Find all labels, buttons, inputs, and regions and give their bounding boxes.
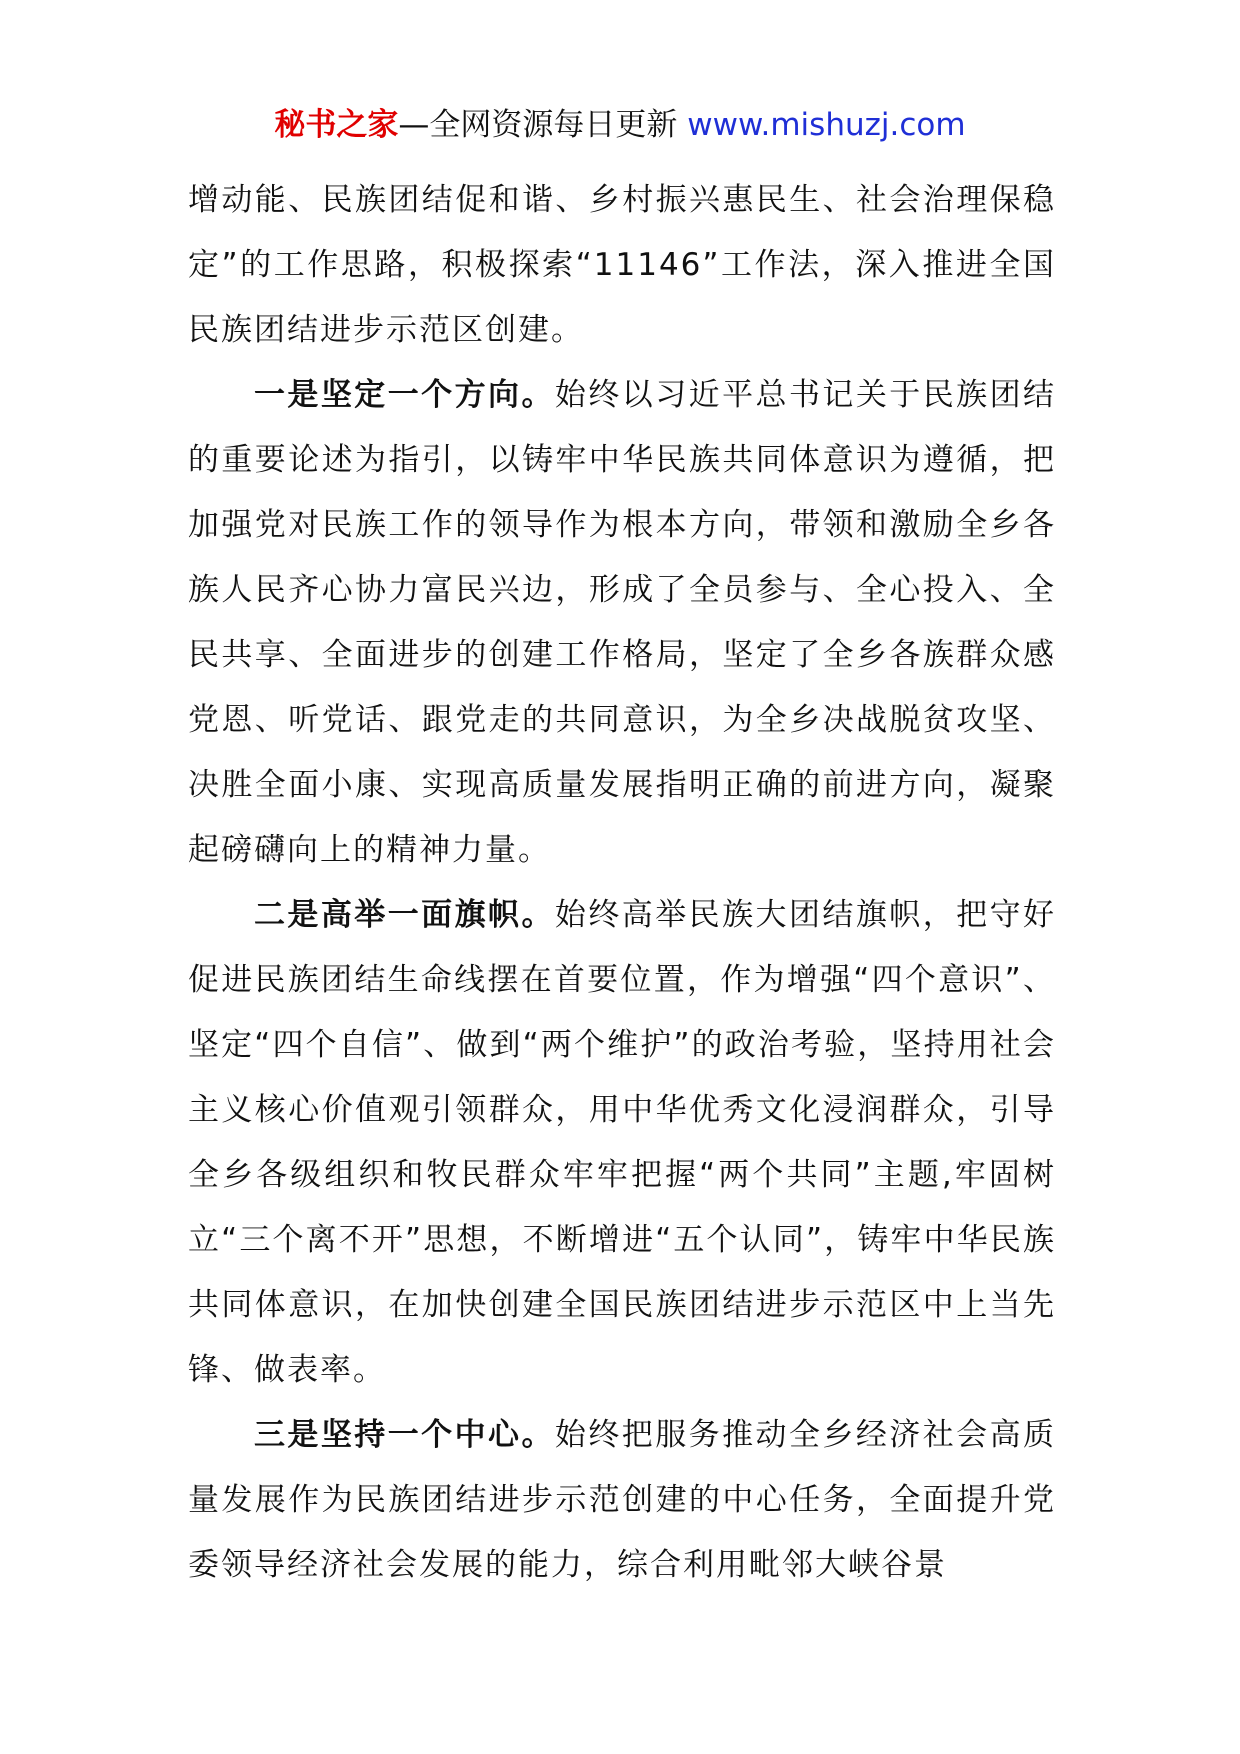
paragraph-text: 始终把服务推动全乡经济社会高质量发展作为民族团结进步示范创建的中心任务，全面提升党委领导经济社会发展的能力，综合利用毗邻大峡谷景 <box>188 1417 1057 1583</box>
paragraph-text: 增动能、民族团结促和谐、乡村振兴惠民生、社会治理保稳定”的工作思路，积极探索“11146”工作法，深入推进全国民族团结进步示范区创建。 <box>188 182 1056 348</box>
document-body <box>188 168 1056 1598</box>
paragraph-heading: 三是坚持一个中心。 <box>254 1417 555 1453</box>
paragraph-heading: 二是高举一面旗帜。 <box>254 897 555 933</box>
website-link[interactable]: www.mishuzj.com <box>687 107 966 143</box>
paragraph-direction <box>188 363 1056 883</box>
paragraph-text: 始终高举民族大团结旗帜，把守好促进民族团结生命线摆在首要位置，作为增强“四个意识”、坚定“四个自信”、做到“两个维护”的政治考验，坚持用社会主义核心价值观引领群众，用中华优秀文化浸润群众，引导全乡各级组织和牧民群众牢牢把握“两个共同”主题,牢固树立“三个离不开”思想，不断增进“五个认同”，铸牢中华民族共同体意识，在加快创建全国民族团结进步示范区中上当先锋、做表率。 <box>188 897 1057 1388</box>
brand-name: 秘书之家 <box>274 107 399 143</box>
paragraph-heading: 一是坚定一个方向。 <box>254 377 555 413</box>
paragraph-center <box>188 1403 1056 1598</box>
paragraph-intro <box>188 168 1056 363</box>
header-tagline: —全网资源每日更新 <box>398 107 688 143</box>
paragraph-text: 始终以习近平总书记关于民族团结的重要论述为指引，以铸牢中华民族共同体意识为遵循，把加强党对民族工作的领导作为根本方向，带领和激励全乡各族人民齐心协力富民兴边，形成了全员参与、全心投入、全民共享、全面进步的创建工作格局，坚定了全乡各族群众感党恩、听党话、跟党走的共同意识，为全乡决战脱贫攻坚、决胜全面小康、实现高质量发展指明正确的前进方向，凝聚起磅礴向上的精神力量。 <box>188 377 1057 868</box>
paragraph-banner <box>188 883 1056 1403</box>
page-header <box>0 104 1240 146</box>
